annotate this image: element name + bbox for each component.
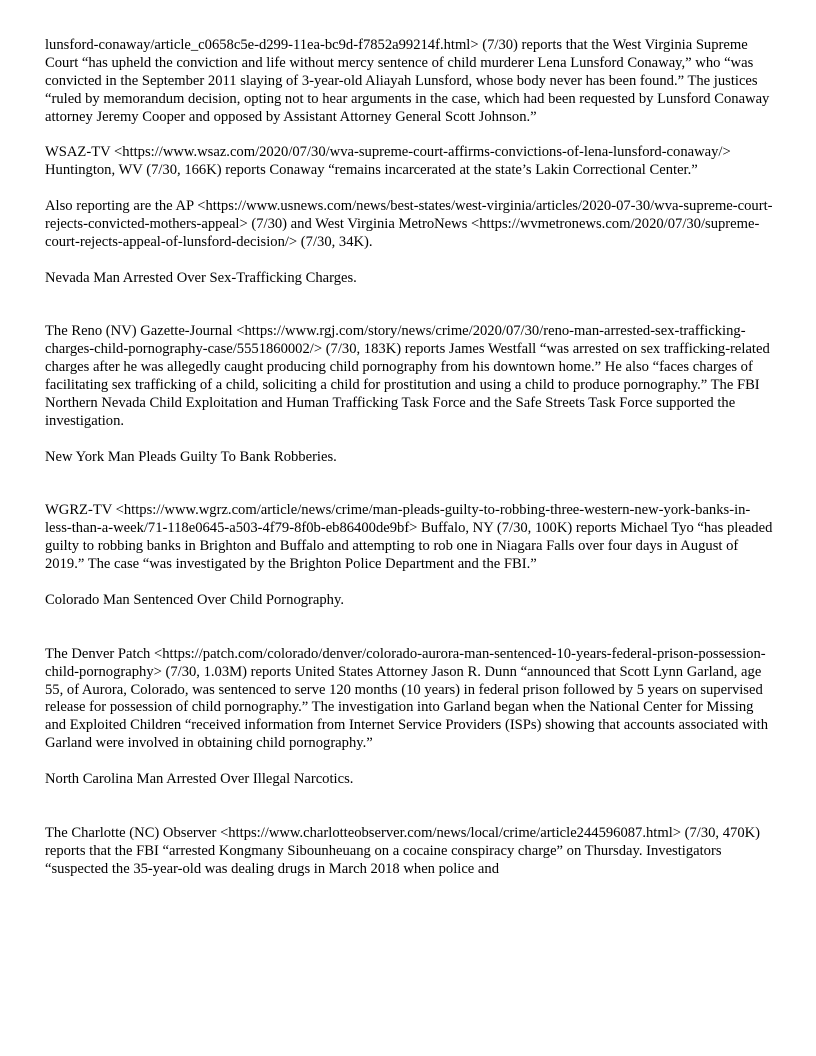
article-paragraph: WSAZ-TV <https://www.wsaz.com/2020/07/30/wva-supreme-court-affirms-convictions-of-lena-lunsford-conaway/> Huntington, WV (7/30, 166K) reports Conaway “remains incarcerated at the state’s Lakin Correctional Center.”: [45, 144, 731, 179]
article-paragraph: Also reporting are the AP <https://www.usnews.com/news/best-states/west-virginia/articles/2020-07-30/wva-supreme-court-rejects-convicted-mothers-appeal> (7/30) and West Virginia MetroNews <https://wvmetronews.com/2020/07/30/supreme-court-rejects-appeal-of-lunsford-decision/> (7/30, 34K).: [45, 198, 773, 250]
article-paragraph: WGRZ-TV <https://www.wgrz.com/article/news/crime/man-pleads-guilty-to-robbing-three-western-new-york-banks-in-less-than-a-week/71-118e0645-a503-4f79-8f0b-eb86400de9bf> Buffalo, NY (7/30, 100K) reports Michael Tyo “has pleaded guilty to robbing banks in Brighton and Buffalo and attempting to rob one in Niagara Falls over four days in August of 2019.” The case “was investigated by the Brighton Police Department and the FBI.”: [45, 502, 773, 573]
article-paragraph: The Denver Patch <https://patch.com/colorado/denver/colorado-aurora-man-sentenced-10-years-federal-prison-possession-child-pornography> (7/30, 1.03M) reports United States Attorney Jason R. Dunn “announced that Scott Lynn Garland, age 55, of Aurora, Colorado, was sentenced to serve 120 months (10 years) in federal prison followed by 5 years on supervised release for possession of child pornography.” The investigation into Garland began when the National Center for Missing and Exploited Children “received information from Internet Service Providers (ISPs) showing that accounts associated with Garland were involved in obtaining child pornography.”: [45, 645, 769, 752]
article-paragraph: lunsford-conaway/article_c0658c5e-d299-11ea-bc9d-f7852a99214f.html> (7/30) reports that the West Virginia Supreme Court “has upheld the conviction and life without mercy sentence of child murderer Lena Lunsford Conaway,” who “was convicted in the September 2011 slaying of 3-year-old Aliayah Lunsford, whose body never has been found.” The justices “ruled by memorandum decision, opting not to hear arguments in the case, which had been requested by Lunsford Conaway attorney Jeremy Cooper and opposed by Assistant Attorney General Scott Johnson.”: [45, 37, 770, 125]
document-page: [45, 37, 775, 896]
section-headline: Nevada Man Arrested Over Sex-Trafficking Charges.: [45, 269, 357, 286]
article-paragraph: The Reno (NV) Gazette-Journal <https://www.rgj.com/story/news/crime/2020/07/30/reno-man-arrested-sex-trafficking-charges-child-pornography-case/5551860002/> (7/30, 183K) reports James Westfall “was arrested on sex trafficking-related charges after he was allegedly caught producing child pornography from his downtown home.” He also “faces charges of facilitating sex trafficking of a child, soliciting a child for prostitution and using a child to produce pornography.” The FBI Northern Nevada Child Exploitation and Human Trafficking Task Force and the Safe Streets Task Force supported the investigation.: [45, 323, 770, 429]
section-headline: Colorado Man Sentenced Over Child Pornography.: [45, 591, 344, 608]
section-headline: New York Man Pleads Guilty To Bank Robberies.: [45, 448, 337, 465]
section-headline: North Carolina Man Arrested Over Illegal Narcotics.: [45, 771, 354, 788]
article-paragraph: The Charlotte (NC) Observer <https://www.charlotteobserver.com/news/local/crime/article244596087.html> (7/30, 470K) reports that the FBI “arrested Kongmany Sibounheuang on a cocaine conspiracy charge” on Thursday. Investigators “suspected the 35-year-old was dealing drugs in March 2018 when police and: [45, 824, 761, 877]
